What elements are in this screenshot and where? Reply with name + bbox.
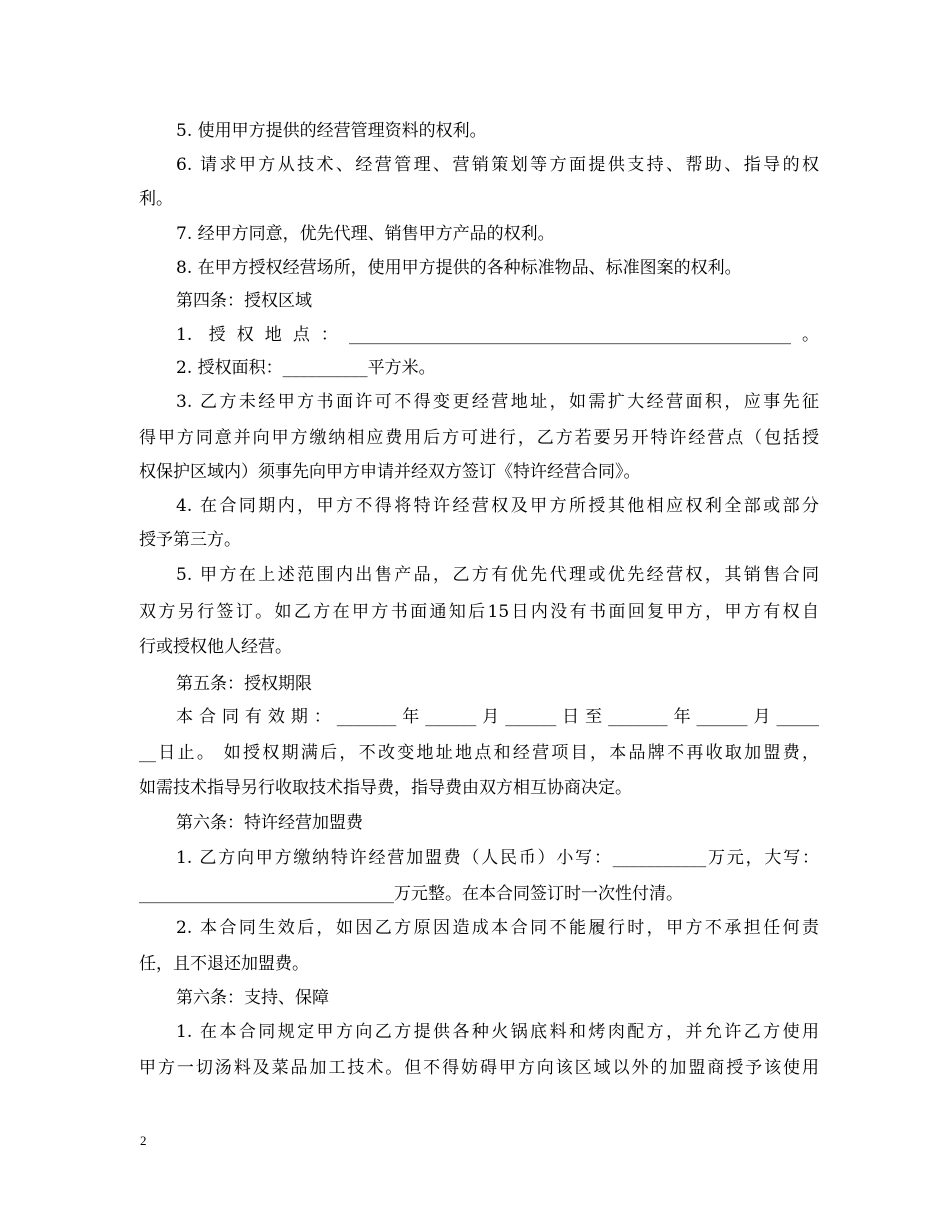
clause-text: 如需技术指导另行收取技术指导费，指导费由双方相互协商决定。 <box>139 778 632 798</box>
clause-text: 1. 乙方向甲方缴纳特许经营加盟费（人民币）小写：___________万元，大写： <box>176 848 819 868</box>
clause-text: 2. 授权面积：__________平方米。 <box>176 358 436 378</box>
clause-text: 1. 授权地点：____________________________________________________。 <box>176 325 819 345</box>
clause-text: 权保护区域内）须事先向甲方申请并经双方签订《特许经营合同》。 <box>139 462 641 482</box>
clause-text: 8. 在甲方授权经营场所，使用甲方提供的各种标准物品、标准图案的权利。 <box>176 258 742 278</box>
clause-text: 5. 甲方在上述范围内出售产品，乙方有优先代理或优先经营权，其销售合同 <box>176 565 819 585</box>
clause-text: 7. 经甲方同意，优先代理、销售甲方产品的权利。 <box>176 224 555 244</box>
clause-text: 甲方一切汤料及菜品加工技术。但不得妨碍甲方向该区域以外的加盟商授予该使用 <box>139 1058 819 1078</box>
clause-text: 双方另行签订。如乙方在甲方书面通知后15日内没有书面回复甲方，甲方有权自 <box>139 602 819 622</box>
clause-text: 3. 乙方未经甲方书面许可不得变更经营地址，如需扩大经营面积，应事先征 <box>176 392 819 412</box>
clause-text: 得甲方同意并向甲方缴纳相应费用后方可进行，乙方若要另开特许经营点（包括授 <box>139 428 819 448</box>
page-number: 2 <box>140 1133 147 1148</box>
clause-text: ______________________________万元整。在本合同签订时一次性付清。 <box>139 884 683 904</box>
clause-text: 行或授权他人经营。 <box>139 637 292 657</box>
clause-text: 任，且不退还加盟费。 <box>139 954 309 974</box>
clause-text: 授予第三方。 <box>139 530 241 550</box>
clause-text: 5. 使用甲方提供的经营管理资料的权利。 <box>176 121 487 141</box>
section-heading: 第六条：特许经营加盟费 <box>176 813 363 833</box>
clause-text: 1. 在本合同规定甲方向乙方提供各种火锅底料和烤肉配方，并允许乙方使用 <box>176 1022 819 1042</box>
section-heading: 第五条：授权期限 <box>176 674 312 694</box>
clause-text: 利。 <box>139 189 173 209</box>
section-heading: 第四条：授权区域 <box>176 291 312 311</box>
section-heading: 第六条：支持、保障 <box>176 988 329 1008</box>
clause-text: __日止。 如授权期满后，不改变地址地点和经营项目，本品牌不再收取加盟费， <box>139 743 819 763</box>
clause-text: 2. 本合同生效后，如因乙方原因造成本合同不能履行时，甲方不承担任何责 <box>176 918 819 938</box>
clause-text: 4. 在合同期内，甲方不得将特许经营权及甲方所授其他相应权利全部或部分 <box>176 496 819 516</box>
clause-text: 本合同有效期：_______年______月______日至_______年______月_____ <box>176 707 819 727</box>
clause-text: 6. 请求甲方从技术、经营管理、营销策划等方面提供支持、帮助、指导的权 <box>176 155 819 175</box>
